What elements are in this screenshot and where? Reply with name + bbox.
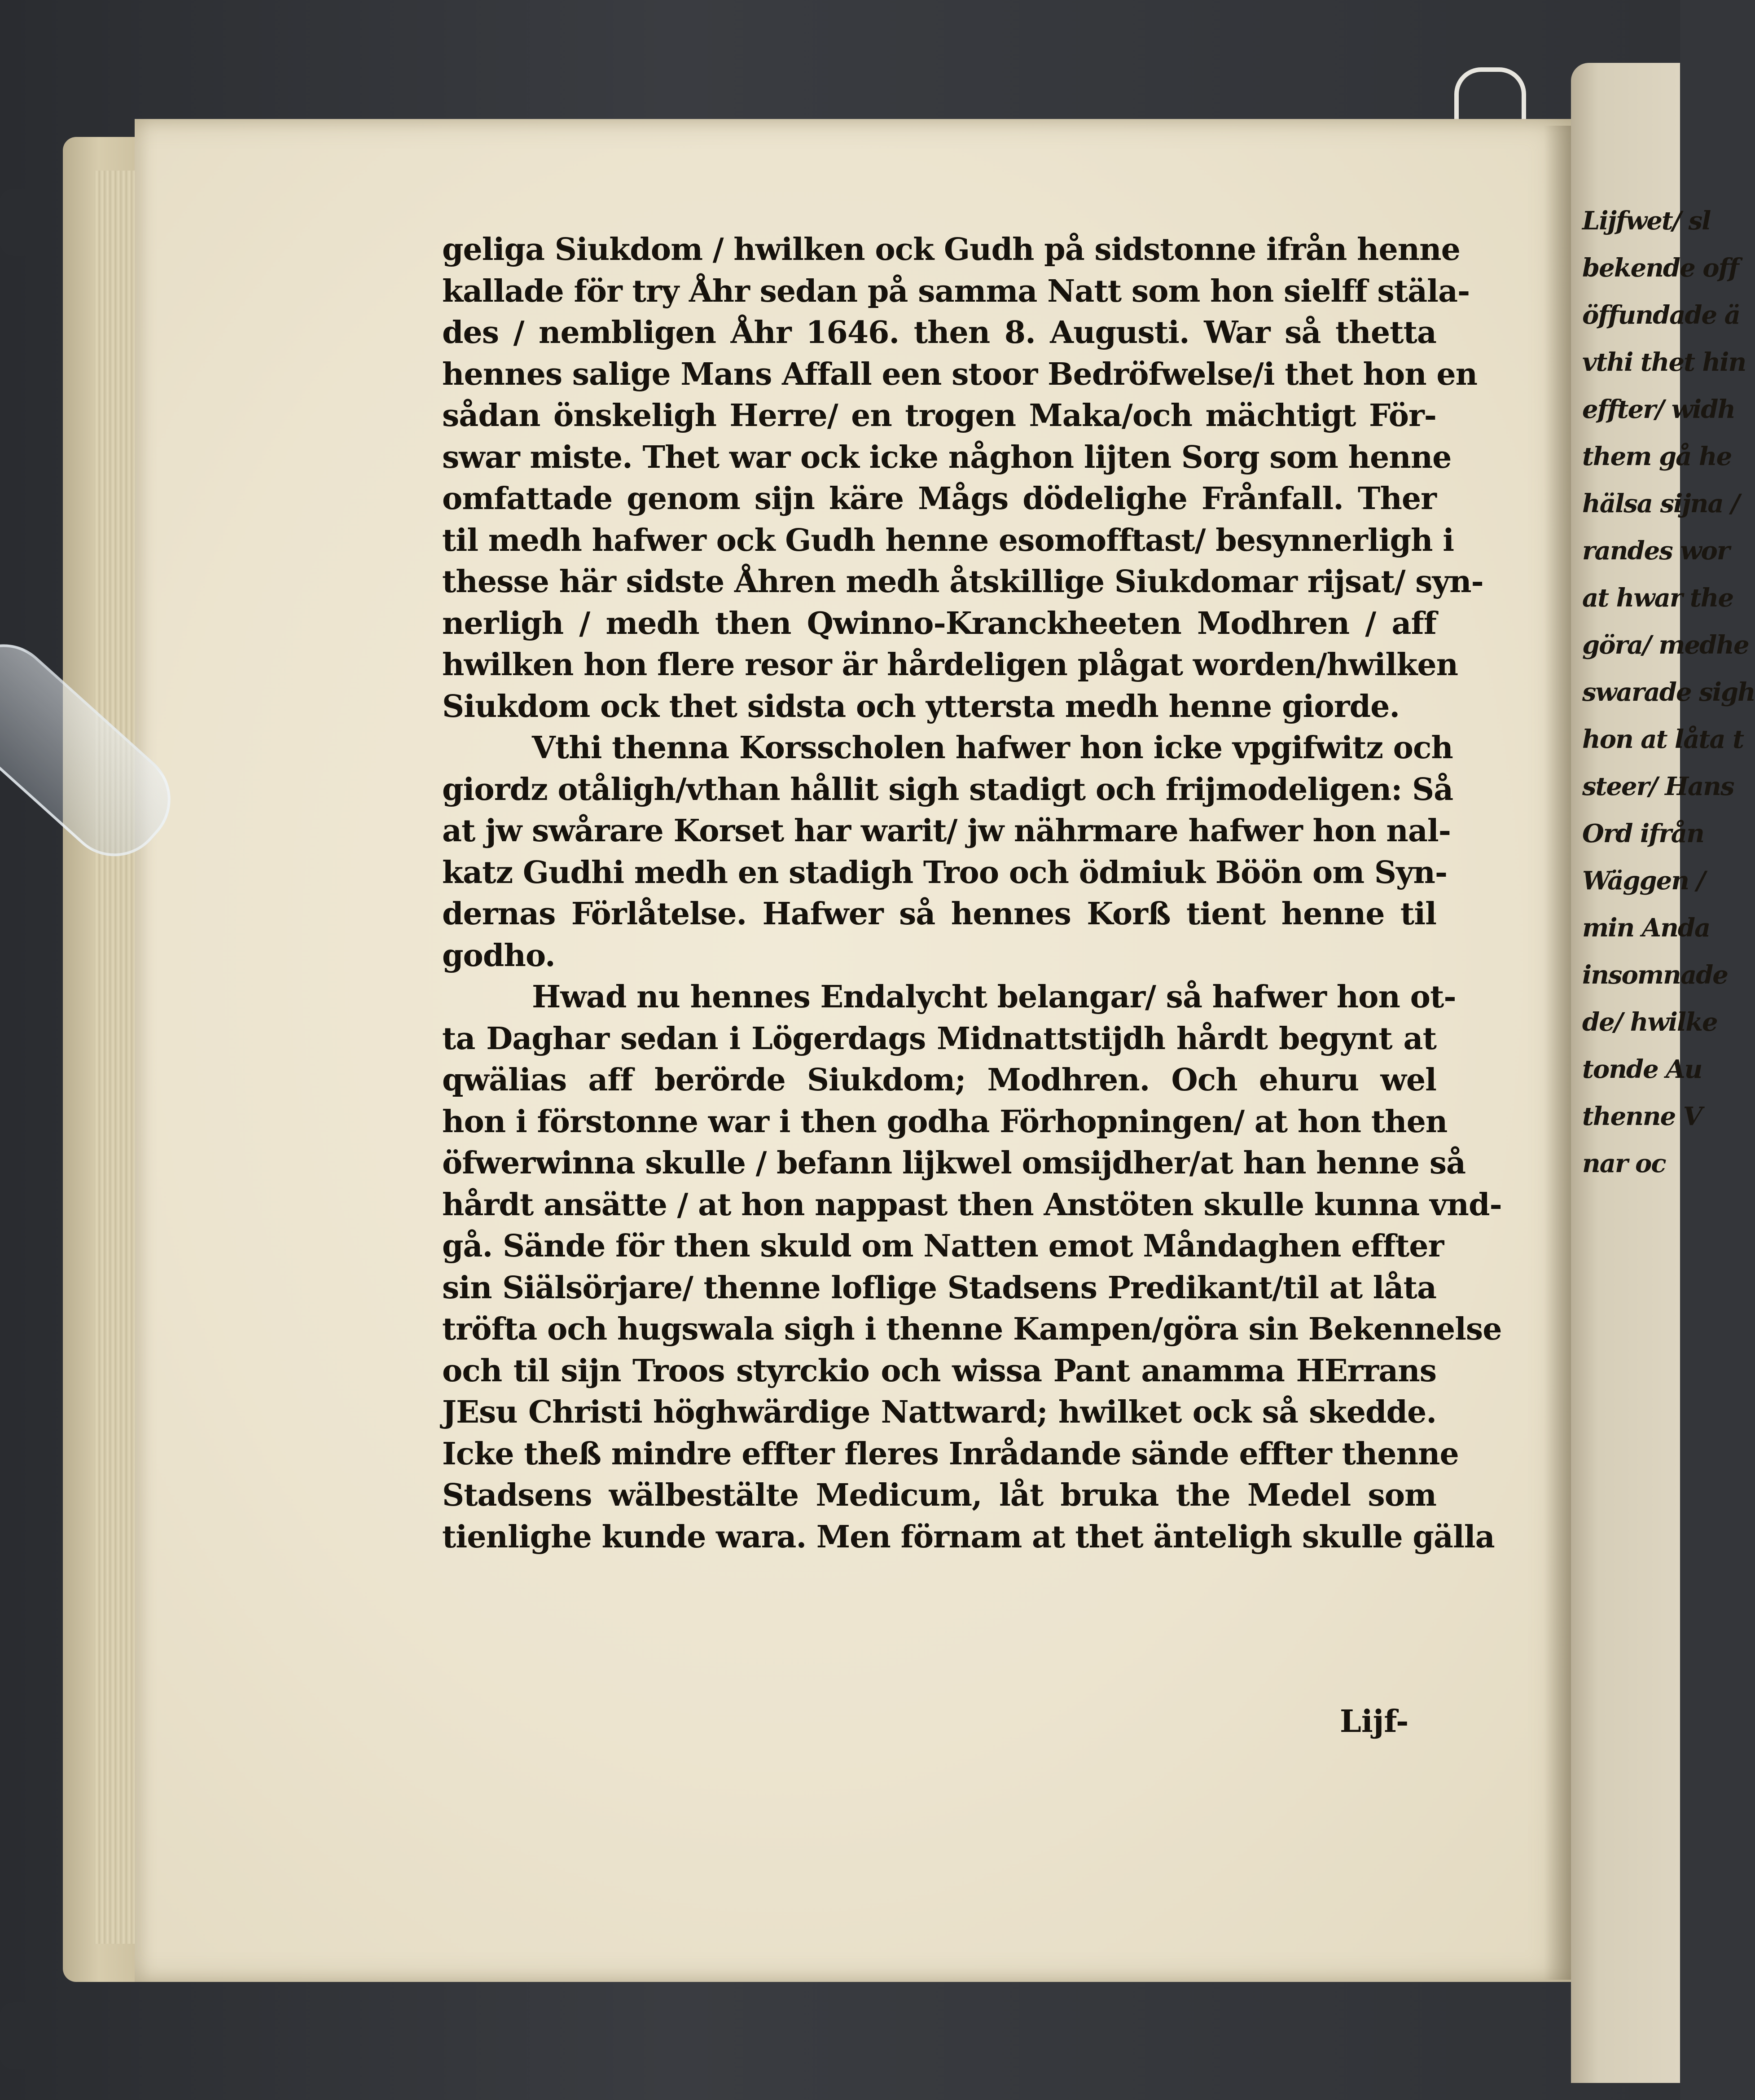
text-line: giordz otåligh/vthan hållit sigh stadigt och frijmodeligen: Så [442,771,1453,808]
facing-text-line: randes wor [1582,536,1729,566]
text-line: godho. [442,937,555,974]
page-clip-top [0,189,36,256]
text-line: hårdt ansätte / at hon nappast then Anstöten skulle kunna vnd- [442,1186,1502,1223]
facing-text-line: them gå he [1582,442,1732,471]
text-line: qwälias aff berörde Siukdom; Modhren. Och ehuru wel [442,1062,1436,1098]
facing-text-line: min Anda [1582,913,1710,943]
text-line: och til sijn Troos styrckio och wissa Pant anamma HErrans [442,1353,1436,1389]
text-line: JEsu Christi höghwärdige Nattward; hwilket ock så skedde. [442,1394,1436,1430]
text-line: sin Siälsörjare/ thenne loflige Stadsens Predikant/til at låta [442,1270,1436,1306]
text-line: geliga Siukdom / hwilken ock Gudh på sidstonne ifrån henne [442,232,1460,268]
facing-text-line: de/ hwilke [1582,1007,1717,1037]
facing-text-line: effter/ widh [1582,395,1735,424]
text-line: des / nembligen Åhr 1646. then 8. Augusti. War så thetta [442,315,1436,351]
text-line: Icke theß mindre effter fleres Inrådande sände effter thenne [442,1436,1459,1472]
facing-text-line: hälsa sijna / [1582,489,1739,518]
facing-text-line: steer/ Hans [1582,772,1734,801]
facing-text-line: Ord ifrån [1582,819,1704,848]
text-line: at jw swårare Korset har warit/ jw nährmare hafwer hon nal- [442,813,1451,849]
text-line: Hwad nu hennes Endalycht belangar/ så hafwer hon ot- [532,979,1456,1015]
text-line: tröfta och hugswala sigh i thenne Kampen/göra sin Bekennelse [442,1311,1502,1347]
facing-text-line: Lijfwet/ sl [1582,206,1711,236]
catchword: Lijf- [1340,1704,1409,1740]
facing-text-line: Wäggen / [1582,866,1705,896]
text-line: tienlighe kunde wara. Men förnam at thet änteligh skulle gälla [442,1519,1495,1555]
text-line: omfattade genom sijn käre Mågs dödelighe Frånfall. Ther [442,481,1436,517]
text-line: hon i förstonne war i then godha Förhopningen/ at hon then [442,1103,1448,1140]
facing-text-line: insomnade [1582,960,1728,990]
text-line: ta Daghar sedan i Lögerdags Midnattstijdh hårdt begynt at [442,1020,1436,1057]
text-line: Siukdom ock thet sidsta och yttersta medh henne giorde. [442,688,1400,725]
text-line: hennes salige Mans Affall een stoor Bedröfwelse/i thet hon en [442,356,1478,392]
facing-page-text [1582,198,1755,1187]
facing-text-line: at hwar the [1582,583,1733,613]
facing-text-line: bekende off [1582,253,1738,283]
text-line: Stadsens wälbestälte Medicum, låt bruka the Medel som [442,1477,1436,1513]
text-line: Vthi thenna Korsscholen hafwer hon icke vpgifwitz och [532,730,1453,766]
page-clip-bottom [0,2002,36,2069]
text-line: kallade för try Åhr sedan på samma Natt som hon sielff stäla- [442,273,1470,309]
page-text [442,229,1502,1558]
text-line: gå. Sände för then skuld om Natten emot Måndaghen effter [442,1228,1444,1264]
facing-text-line: vthi thet hin [1582,347,1746,377]
text-line: swar miste. Thet war ock icke någhon lijten Sorg som henne [442,439,1452,475]
facing-text-line: swarade sigh [1582,677,1755,707]
text-line: til medh hafwer ock Gudh henne esomofftast/ besynnerligh i [442,522,1454,558]
facing-text-line: öffundade ä [1582,300,1740,330]
facing-text-line: göra/ medhe [1582,630,1749,660]
text-line: nerligh / medh then Qwinno-Kranckheeten Modhren / aff [442,605,1436,641]
facing-page [1571,63,1755,2083]
facing-text-line: nar oc [1582,1149,1666,1178]
text-line: dernas Förlåtelse. Hafwer så hennes Korß tient henne til [442,896,1436,932]
text-line: thesse här sidste Åhren medh åtskillige Siukdomar rijsat/ syn- [442,564,1483,600]
text-line: sådan önskeligh Herre/ en trogen Maka/och mächtigt För- [442,398,1436,434]
facing-text-line: tonde Au [1582,1054,1702,1084]
text-line: katz Gudhi medh en stadigh Troo och ödmiuk Böön om Syn- [442,854,1448,891]
text-line: öfwerwinna skulle / befann lijkwel omsijdher/at han henne så [442,1145,1466,1181]
facing-text-line: hon at låta t [1582,725,1743,754]
text-line: hwilken hon flere resor är hårdeligen plågat worden/hwilken [442,647,1458,683]
facing-text-line: thenne V [1582,1102,1702,1131]
